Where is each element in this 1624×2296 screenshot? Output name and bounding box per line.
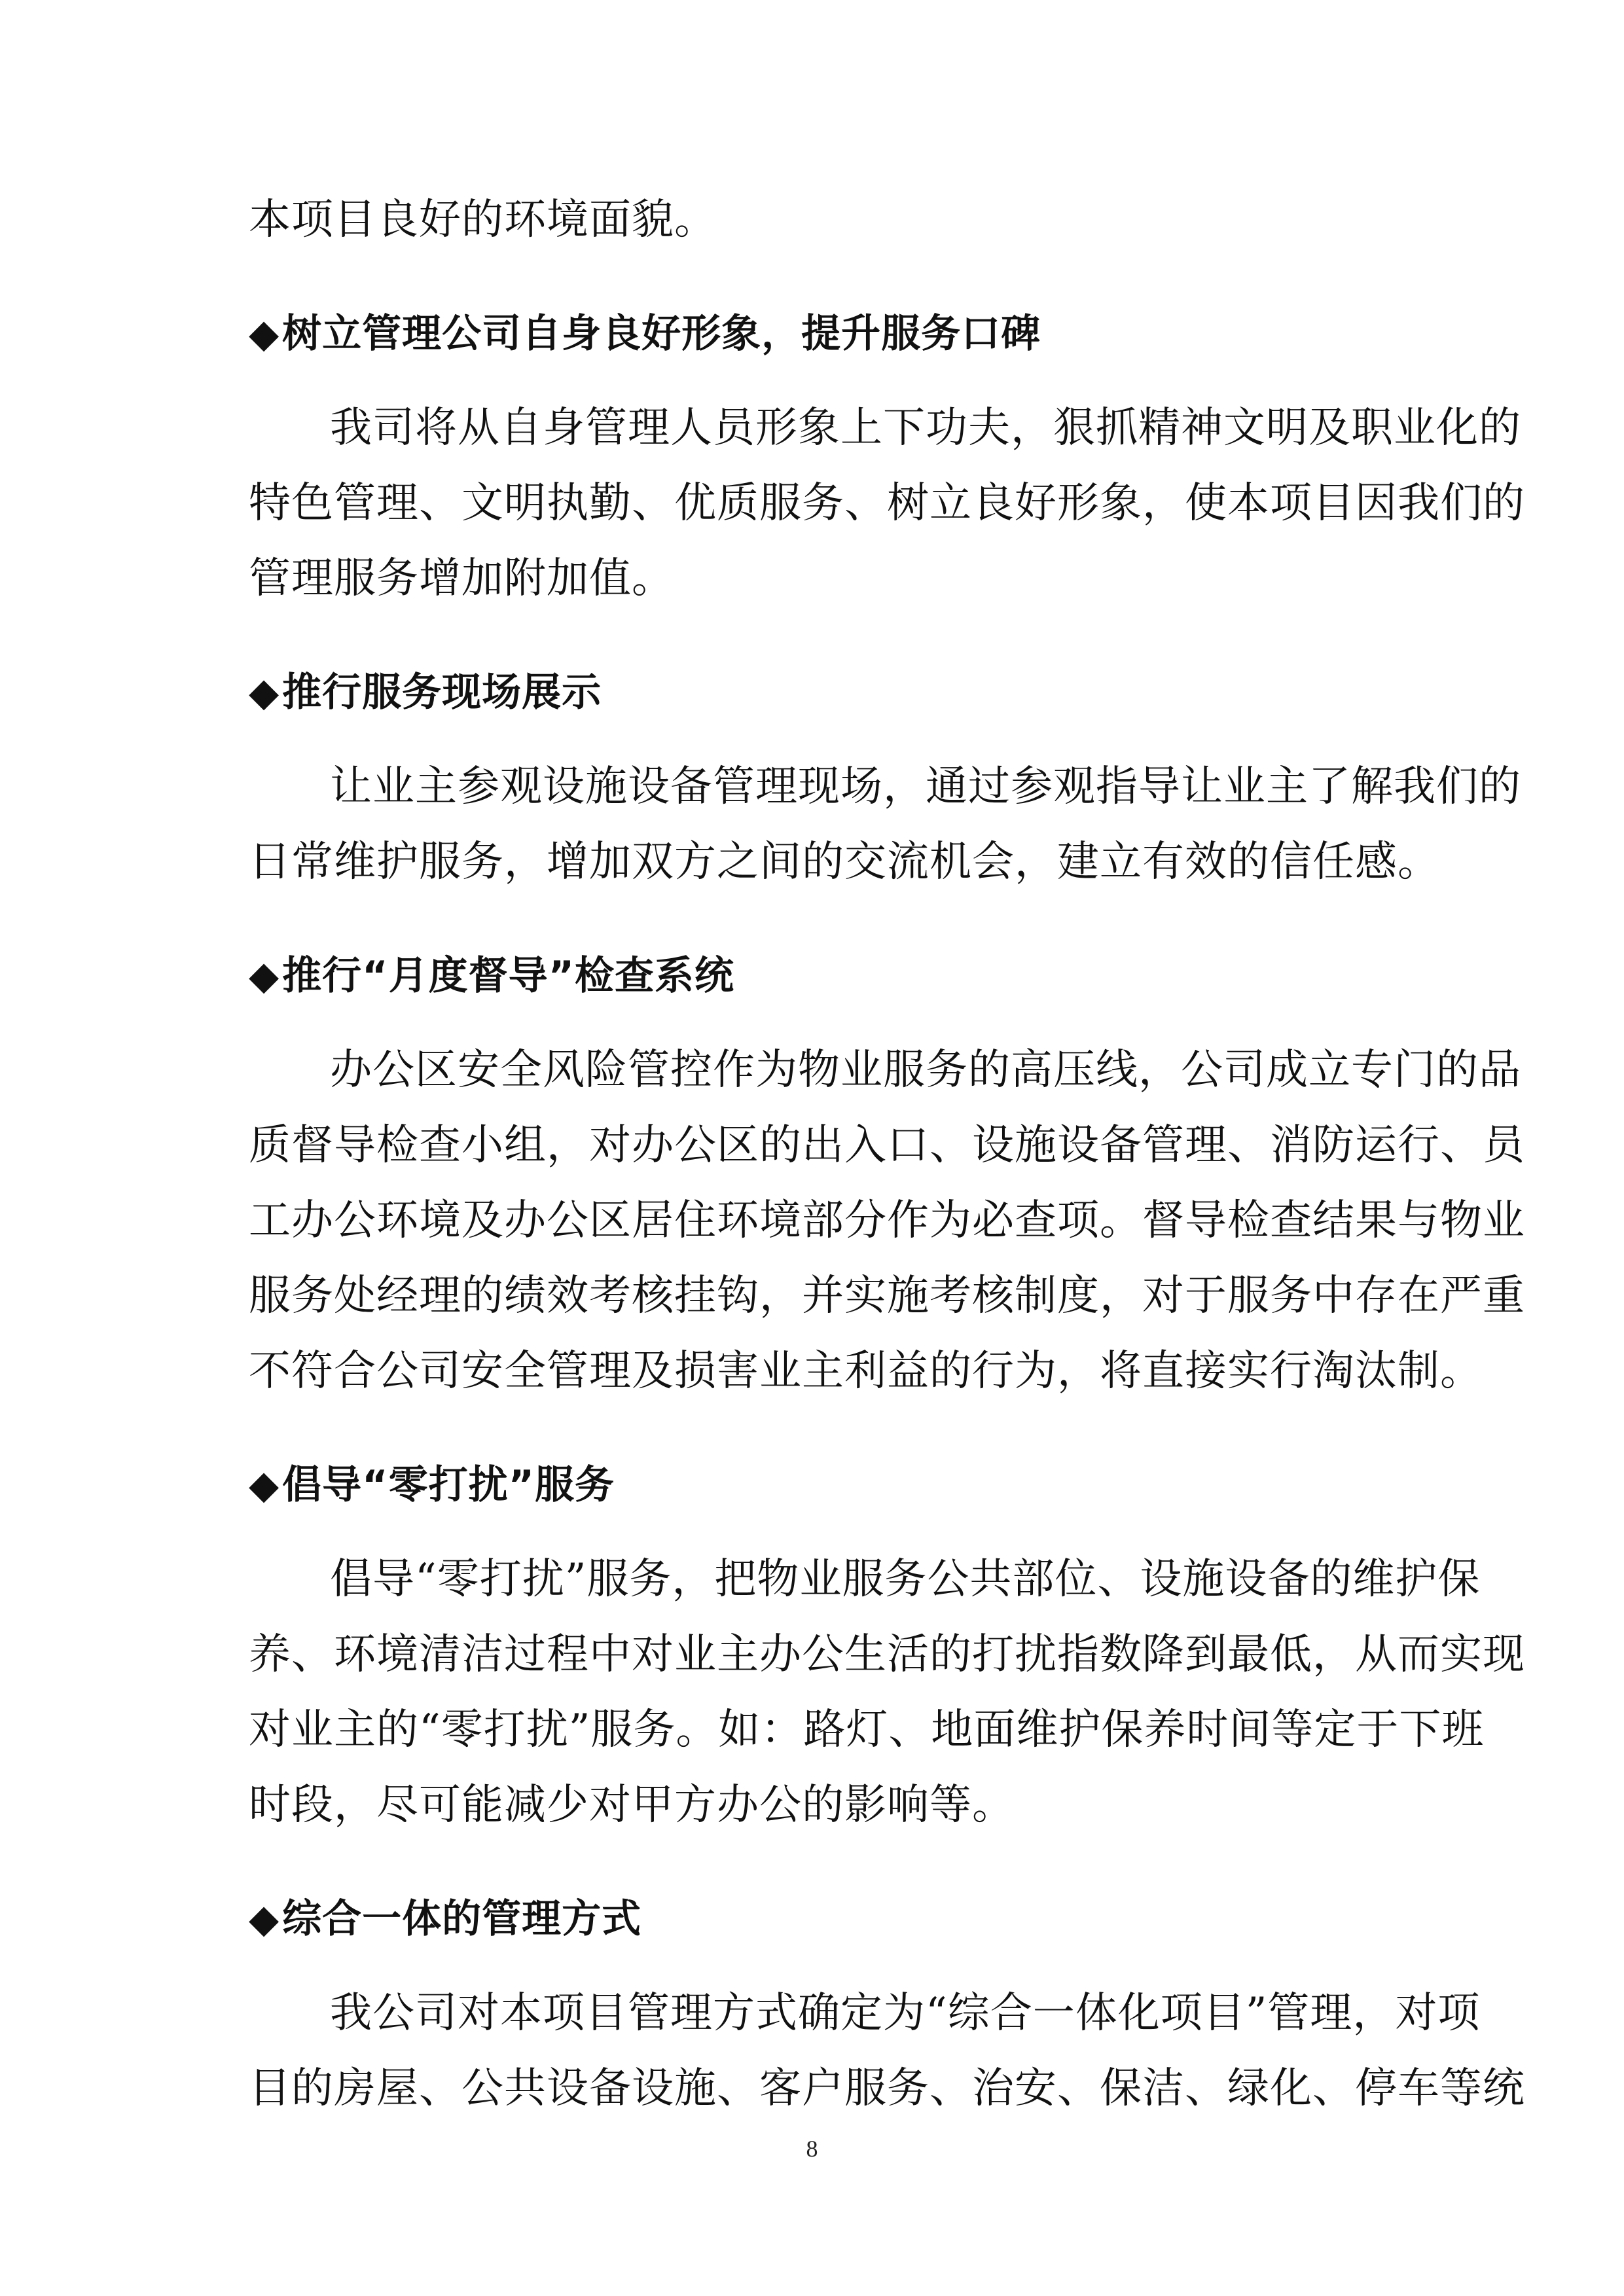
paragraph-line: 日常维护服务，增加双方之间的交流机会，建立有效的信任感。 [249, 838, 1440, 886]
diamond-bullet-icon: ◆ [249, 1896, 280, 1942]
continuation-text: 本项目良好的环境面貌。 [249, 196, 717, 244]
section-heading-image [249, 310, 1381, 357]
section-heading-zero-disturbance [249, 1462, 1381, 1509]
heading-text: 综合一体的管理方式 [282, 1896, 642, 1942]
paragraph-line: 不符合公司安全管理及损害业主利益的行为，将直接实行淘汰制。 [249, 1347, 1483, 1395]
paragraph-line: 让业主参观设施设备管理现场，通过参观指导让业主了解我们的 [330, 762, 1521, 811]
section-heading-monthly-supervision [249, 952, 1381, 999]
section-heading-showcase [249, 669, 1381, 716]
paragraph-line: 办公区安全风险管控作为物业服务的高压线，公司成立专门的品 [330, 1046, 1521, 1094]
paragraph-line: 我公司对本项目管理方式确定为“综合一体化项目”管理，对项 [330, 1989, 1481, 2037]
paragraph-line: 特色管理、文明执勤、优质服务、树立良好形象，使本项目因我们的 [249, 479, 1525, 528]
diamond-bullet-icon: ◆ [249, 1462, 280, 1508]
paragraph-line: 质督导检查小组，对办公区的出入口、设施设备管理、消防运行、员 [249, 1121, 1525, 1170]
paragraph-line: 我司将从自身管理人员形象上下功夫，狠抓精神文明及职业化的 [330, 404, 1521, 452]
heading-text: 推行服务现场展示 [282, 670, 602, 715]
diamond-bullet-icon: ◆ [249, 311, 280, 357]
heading-text: 倡导“零打扰”服务 [282, 1462, 615, 1508]
diamond-bullet-icon: ◆ [249, 953, 280, 999]
paragraph-line: 工办公环境及办公区居住环境部分作为必查项。督导检查结果与物业 [249, 1196, 1525, 1245]
paragraph-line: 时段，尽可能减少对甲方办公的影响等。 [249, 1781, 1015, 1829]
heading-text: 推行“月度督导”检查系统 [282, 953, 735, 999]
paragraph-line: 目的房屋、公共设备设施、客户服务、治安、保洁、绿化、停车等统 [249, 2064, 1525, 2113]
paragraph-line: 倡导“零打扰”服务，把物业服务公共部位、设施设备的维护保 [330, 1555, 1481, 1604]
paragraph-line: 养、环境清洁过程中对业主办公生活的打扰指数降到最低，从而实现 [249, 1630, 1525, 1679]
section-heading-integrated-management [249, 1895, 1381, 1943]
paragraph-line: 管理服务增加附加值。 [249, 554, 674, 603]
page-number: 8 [806, 2136, 818, 2162]
heading-text: 树立管理公司自身良好形象，提升服务口碑 [282, 311, 1041, 357]
paragraph-line: 服务处经理的绩效考核挂钩，并实施考核制度，对于服务中存在严重 [249, 1272, 1525, 1320]
diamond-bullet-icon: ◆ [249, 670, 280, 715]
paragraph-line: 对业主的“零打扰”服务。如：路灯、地面维护保养时间等定于下班 [249, 1706, 1485, 1754]
